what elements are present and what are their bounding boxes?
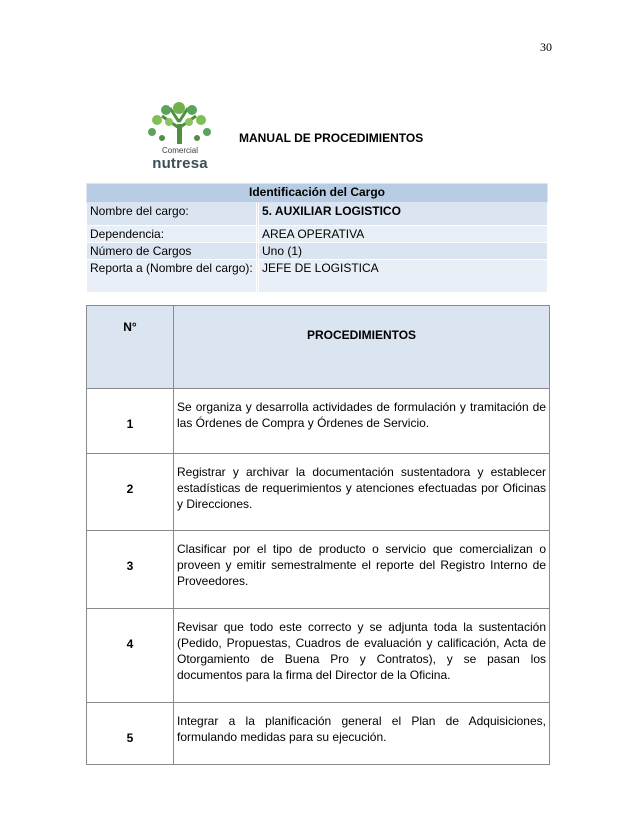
procedure-text: Revisar que todo este correcto y se adjunta toda la sustentación (Pedido, Propuestas, Cuadros de evaluación y calificación, Acta de Otorgamiento de Buena Pro y Contratos), y se pasan los documentos para la firma del Director de la Oficina. [174, 609, 550, 703]
procedures-column-header: PROCEDIMIENTOS [174, 306, 550, 389]
procedure-number: 3 [87, 531, 174, 609]
procedures-header-row [87, 306, 550, 389]
company-logo [130, 100, 230, 180]
label-cell: Dependencia: [87, 226, 258, 243]
value-cell: 5. AUXILIAR LOGISTICO [258, 203, 548, 226]
label-cell: Número de Cargos [87, 243, 258, 260]
manual-title: MANUAL DE PROCEDIMIENTOS [239, 131, 424, 145]
procedure-text: Se organiza y desarrolla actividades de formulación y tramitación de las Órdenes de Compra y Órdenes de Servicio. [174, 389, 550, 454]
table-row [87, 454, 550, 531]
tree-icon [130, 100, 230, 148]
procedure-text: Clasificar por el tipo de producto o servicio que comercializan o proveen y emitir semestralmente el reporte del Registro Interno de Proveedores. [174, 531, 550, 609]
logo-subtitle: Comercial [161, 146, 198, 155]
procedure-number: 2 [87, 454, 174, 531]
procedure-text: Integrar a la planificación general el Plan de Adquisiciones, formulando medidas para su ejecución. [174, 703, 550, 765]
table-row [87, 531, 550, 609]
procedures-table [86, 305, 550, 765]
number-column-header: N° [87, 306, 174, 389]
page-number: 30 [540, 40, 552, 54]
procedure-number: 1 [87, 389, 174, 454]
value-cell: Uno (1) [258, 243, 548, 260]
value-cell: JEFE DE LOGISTICA [258, 260, 548, 293]
procedure-number: 5 [87, 703, 174, 765]
identification-heading: Identificación del Cargo [87, 184, 548, 203]
identification-table [86, 183, 548, 293]
table-row [87, 703, 550, 765]
value-cell: AREA OPERATIVA [258, 226, 548, 243]
label-cell: Reporta a (Nombre del cargo): [87, 260, 258, 293]
procedure-text: Registrar y archivar la documentación sustentadora y establecer estadísticas de requerimientos y atenciones efectuadas por Oficinas y Direcciones. [174, 454, 550, 531]
procedure-number: 4 [87, 609, 174, 703]
table-row [87, 609, 550, 703]
logo-brand-name: nutresa [152, 155, 208, 172]
label-cell: Nombre del cargo: [87, 203, 258, 226]
table-row [87, 389, 550, 454]
